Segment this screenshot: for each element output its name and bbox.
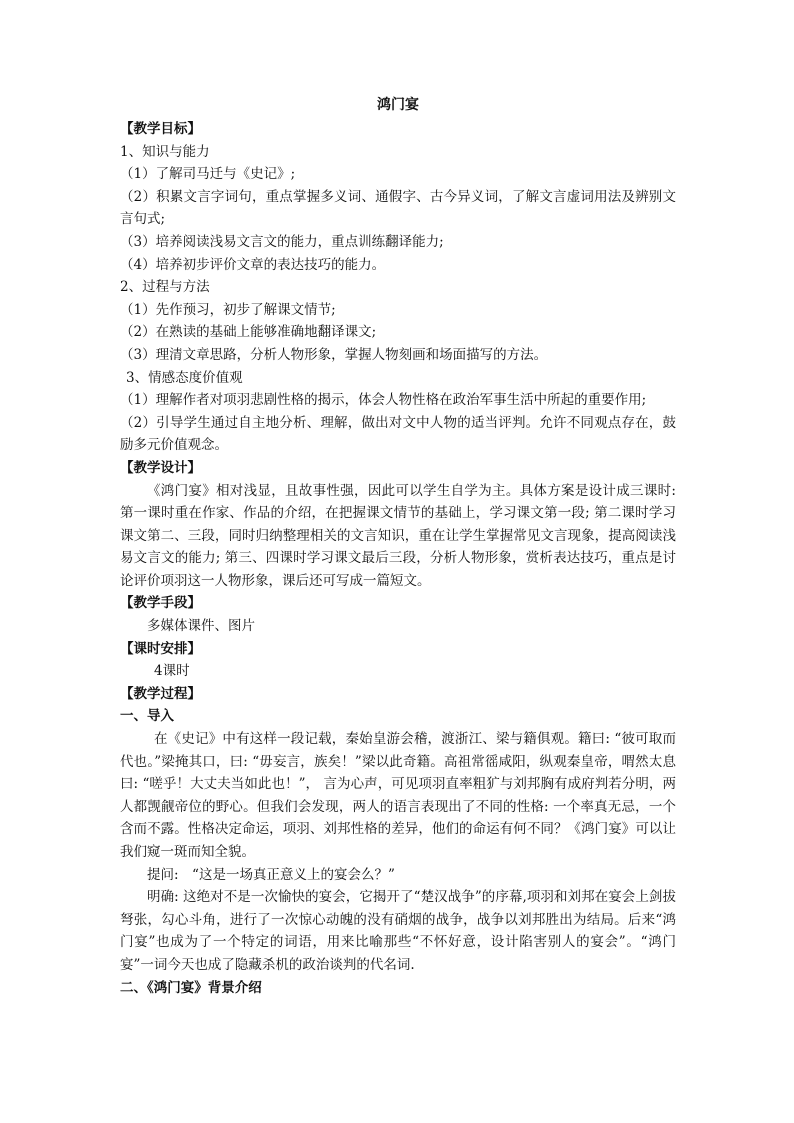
objective-item: （4）培养初步评价文章的表达技巧的能力。 [120, 256, 386, 273]
objective-item: （2）引导学生通过自主地分析、理解，做出对文中人物的适当评判。允许不同观点存在，鼓励多元价值观念。 [120, 414, 676, 454]
subheading-knowledge: 1、知识与能力 [120, 143, 210, 160]
answer-paragraph: 明确: 这绝对不是一次愉快的宴会，它揭开了“楚汉战争”的序幕,项羽和刘邦在宴会上剑拔弩张，勾心斗角，进行了一次惊心动魄的没有硝烟的战争，战争以刘邦胜出为结局。后来“鸿门宴”也成为了一个特定的词语，用来比喻那些“不怀好意，设计陷害别人的宴会”。“鸿门宴”一词今天也成了隐藏杀机的政治谈判的代名词. [120, 889, 676, 973]
subheading-values: 3、情感态度价值观 [126, 369, 243, 386]
section-heading-schedule: 【课时安排】 [120, 640, 201, 657]
section-heading-process: 【教学过程】 [120, 685, 201, 702]
subheading-introduction: 一、导入 [120, 708, 174, 725]
section-heading-objectives: 【教学目标】 [120, 121, 201, 137]
question-line: 提问: “这是一场真正意义上的宴会么？” [147, 866, 395, 883]
introduction-paragraph: 在《史记》中有这样一段记载，秦始皇游会稽，渡浙江、梁与籍俱观。籍曰: “彼可取而代也。”梁掩其口，曰: “毋妄言，族矣！”梁以此奇籍。高祖常徭咸阳，纵观秦皇帝，喟然太息曰: “嗟乎！大丈夫当如此也！”， 言为心声，可见项羽直率粗犷与刘邦胸有成府判若分明，两人都觊觎帝位的野心。但我们会发现，两人的语言表现出了不同的性格: 一个率真无忌，一个含而不露。性格决定命运，项羽、刘邦性格的差异，他们的命运有何不同？《鸿门宴》可以让我们窥一斑而知全貌。 [120, 731, 676, 860]
section-heading-means: 【教学手段】 [120, 595, 201, 612]
objective-item: （2）在熟读的基础上能够准确地翻译课文; [120, 324, 377, 341]
objective-item: （3）理清文章思路，分析人物形象，掌握人物刻画和场面描写的方法。 [120, 346, 548, 363]
document-body [120, 94, 676, 999]
design-paragraph: 《鸿门宴》相对浅显，且故事性强，因此可以学生自学为主。具体方案是设计成三课时: 第一课时重在作家、作品的介绍，在把握课文情节的基础上，学习课文第一段; 第二课时学习课文第二、三段，同时归纳整理相关的文言知识，重在让学生掌握常见文言现象，提高阅读浅易文言文的能力; 第三、四课时学习课文最后三段，分析人物形象，赏析表达技巧，重点是讨论评价项羽这一人物形象，课后还可写成一篇短文。 [120, 482, 676, 589]
schedule-text: 4课时 [154, 663, 190, 680]
objective-item: （1）理解作者对项羽悲剧性格的揭示，体会人物性格在政治军事生活中所起的重要作用; [120, 392, 647, 409]
section-heading-design: 【教学设计】 [120, 459, 201, 476]
document-title: 鸿门宴 [377, 97, 419, 113]
subheading-background: 二、《鸿门宴》背景介绍 [120, 979, 262, 996]
objective-item: （2）积累文言字词句，重点掌握多义词、通假字、古今异义词，了解文言虚词用法及辨别文言句式; [120, 188, 676, 228]
subheading-process: 2、过程与方法 [120, 279, 210, 296]
objective-item: （3）培养阅读浅易文言文的能力，重点训练翻译能力; [120, 233, 444, 250]
means-text: 多媒体课件、图片 [147, 618, 255, 635]
objective-item: （1）先作预习，初步了解课文情节; [120, 301, 336, 318]
objective-item: （1）了解司马迁与《史记》; [120, 166, 296, 183]
